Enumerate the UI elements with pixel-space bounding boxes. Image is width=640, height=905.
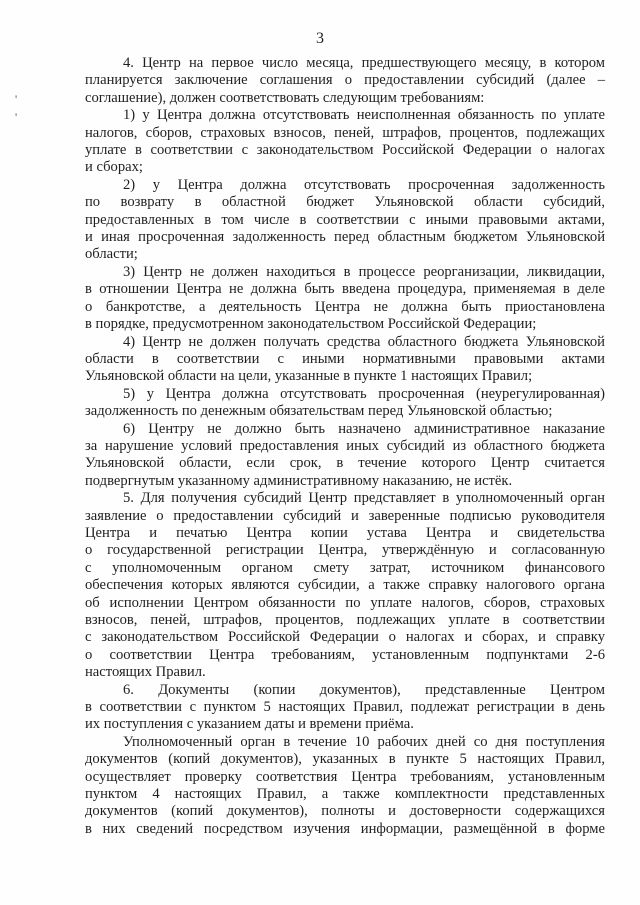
text-line: обеспечения которых являются субсидии, а также справку налогового органа [85,577,605,594]
text-line: планируется заключение соглашения о предоставлении субсидий (далее – [85,72,605,89]
text-line: в соответствии с пунктом 5 настоящих Правил, подлежат регистрации в день [85,699,605,716]
text-line: за нарушение условий предоставления иных субсидий из областного бюджета [85,437,605,454]
text-line: 2) у Центра должна отсутствовать просроченная задолженность [123,176,605,193]
text-line: задолженность по денежным обязательствам перед Ульяновской областью; [85,403,553,420]
text-line: подвергнутым указанному административному наказанию, не истёк. [85,472,513,489]
text-line: области в соответствии с иными нормативными правовыми актами [85,350,605,367]
text-line: настоящих Правил. [85,664,206,681]
text-line: соглашение), должен соответствовать следующим требованиям: [85,89,485,106]
text-line: Уполномоченный орган в течение 10 рабочих дней со дня поступления [123,733,605,750]
text-line: Ульяновской области, если срок, в течение которого Центр считается [85,455,605,472]
text-line: заявление о предоставлении субсидий и заверенные подписью руководителя [85,507,605,524]
text-line: в них сведений посредством изучения информации, размещённой в форме [85,820,605,837]
text-line: 6. Документы (копии документов), представленные Центром [123,681,605,698]
text-line: об исполнении Центром обязанности по уплате налогов, сборов, страховых [85,594,605,611]
text-line: пунктом 4 настоящих Правил, а также комплектности представленных [85,786,605,803]
text-line: уплате в соответствии с законодательством Российской Федерации о налогах [85,142,605,159]
text-line: 4. Центр на первое число месяца, предшествующего месяцу, в котором [123,55,605,71]
text-line: 1) у Центра должна отсутствовать неисполненная обязанность по уплате [123,107,605,124]
text-line: в отношении Центра не должна быть введена процедура, применяемая в деле [85,281,605,298]
text-line: Центра и печатью Центра копии устава Центра и свидетельства [85,524,605,541]
text-line: и сборах; [85,159,143,176]
text-line: с уполномоченным органом смету затрат, источником финансового [85,559,605,576]
text-line: предоставленных в том числе в соответствии с иными правовыми актами, [85,211,605,228]
text-line: налогов, сборов, страховых взносов, пеней, штрафов, процентов, подлежащих [85,124,605,141]
text-line: их поступления с указанием даты и времени приёма. [85,716,414,733]
text-line: 4) Центр не должен получать средства областного бюджета Ульяновской [123,333,605,350]
text-line: о банкротстве, а деятельность Центра не должна быть приостановлена [85,298,605,315]
text-line: о государственной регистрации Центра, утверждённую и согласованную [85,542,605,559]
page-number: 3 [316,30,324,47]
margin-mark: ' [15,110,18,124]
text-line: документов (копий документов), указанных в пункте 5 настоящих Правил, [85,751,605,768]
margin-mark: ' [15,92,18,106]
text-line: взносов, пеней, штрафов, процентов, подлежащих уплате в соответствии [85,612,605,628]
text-line: 5. Для получения субсидий Центр представляет в уполномоченный орган [123,490,605,507]
document-body [85,55,605,838]
text-line: осуществляет проверку соответствия Центра требованиям, установленным [85,768,605,785]
text-line: документов (копий документов), полноты и достоверности содержащихся [85,803,605,820]
text-line: 5) у Центра должна отсутствовать просроченная (неурегулированная) [123,385,605,402]
text-line: с законодательством Российской Федерации о налогах и сборах, и справку [85,629,605,646]
text-line: по возврату в областной бюджет Ульяновской области субсидий, [85,194,605,211]
text-line: и иная просроченная задолженность перед областным бюджетом Ульяновской [85,229,605,246]
text-line: о соответствии Центра требованиям, установленным подпунктами 2-6 [85,646,605,663]
text-line: Ульяновской области на цели, указанные в пункте 1 настоящих Правил; [85,368,533,385]
text-line: в порядке, предусмотренном законодательством Российской Федерации; [85,316,537,333]
text-line: 6) Центру не должно быть назначено административное наказание [123,420,605,437]
text-line: 3) Центр не должен находиться в процессе реорганизации, ликвидации, [123,263,605,280]
text-line: области; [85,246,138,263]
